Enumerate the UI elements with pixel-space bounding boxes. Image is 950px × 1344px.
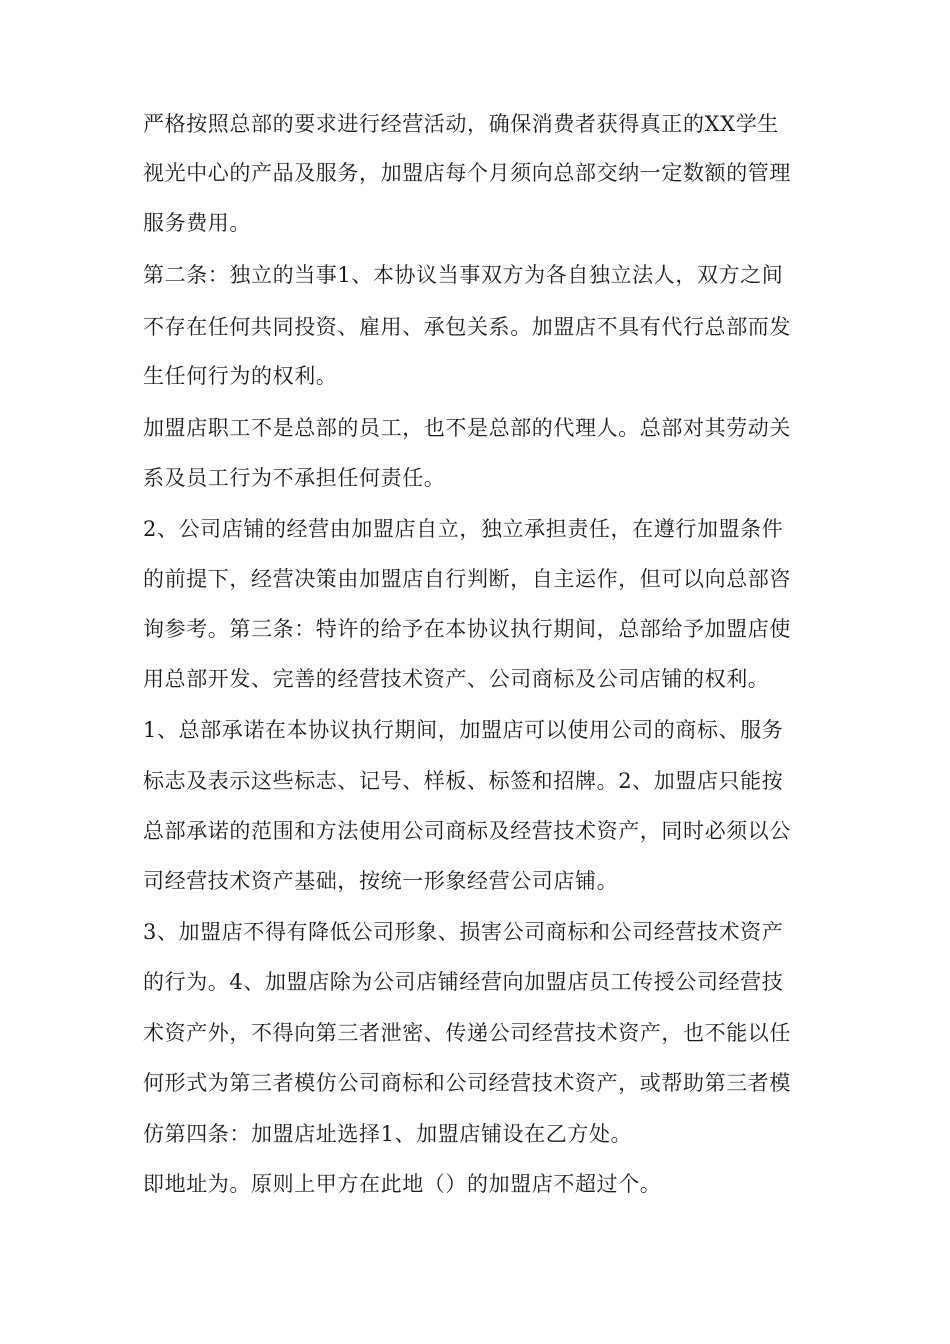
text-line-16: 司经营技术资产基础，按统一形象经营公司店铺。 — [143, 869, 619, 893]
text-line-21: 仿第四条：加盟店址选择1、加盟店铺设在乙方处。 — [143, 1122, 633, 1146]
text-line-6: 生任何行为的权利。 — [143, 364, 338, 388]
text-line-15: 总部承诺的范围和方法使用公司商标及经营技术资产，同时必须以公 — [143, 819, 791, 843]
text-line-22: 即地址为。原则上甲方在此地（）的加盟店不超过个。 — [143, 1172, 662, 1196]
text-line-12: 用总部开发、完善的经营技术资产、公司商标及公司店铺的权利。 — [143, 667, 770, 691]
text-line-9: 2、公司店铺的经营由加盟店自立，独立承担责任，在遵行加盟条件 — [143, 517, 784, 541]
text-line-19: 术资产外，不得向第三者泄密、传递公司经营技术资产，也不能以任 — [143, 1021, 791, 1045]
text-line-18: 的行为。4、加盟店除为公司店铺经营向加盟店员工传授公司经营技 — [143, 970, 784, 994]
text-line-13: 1、总部承诺在本协议执行期间，加盟店可以使用公司的商标、服务 — [143, 718, 784, 742]
text-line-4: 第二条：独立的当事1、本协议当事双方为各自独立法人，双方之间 — [143, 263, 784, 287]
text-line-8: 系及员工行为不承担任何责任。 — [143, 466, 446, 490]
text-line-7: 加盟店职工不是总部的员工，也不是总部的代理人。总部对其劳动关 — [143, 416, 791, 440]
text-line-20: 何形式为第三者模仿公司商标和公司经营技术资产，或帮助第三者模 — [143, 1071, 791, 1095]
text-line-3: 服务费用。 — [143, 211, 251, 235]
text-line-2: 视光中心的产品及服务，加盟店每个月须向总部交纳一定数额的管理 — [143, 161, 791, 185]
text-line-11: 询参考。第三条：特许的给予在本协议执行期间，总部给予加盟店使 — [143, 617, 791, 641]
text-line-17: 3、加盟店不得有降低公司形象、损害公司商标和公司经营技术资产 — [143, 920, 784, 944]
text-line-5: 不存在任何共同投资、雇用、承包关系。加盟店不具有代行总部而发 — [143, 315, 791, 339]
text-line-14: 标志及表示这些标志、记号、样板、标签和招牌。2、加盟店只能按 — [143, 769, 784, 793]
text-line-1: 严格按照总部的要求进行经营活动，确保消费者获得真正的XX学生 — [143, 112, 779, 136]
text-line-10: 的前提下，经营决策由加盟店自行判断，自主运作，但可以向总部咨 — [143, 567, 791, 591]
